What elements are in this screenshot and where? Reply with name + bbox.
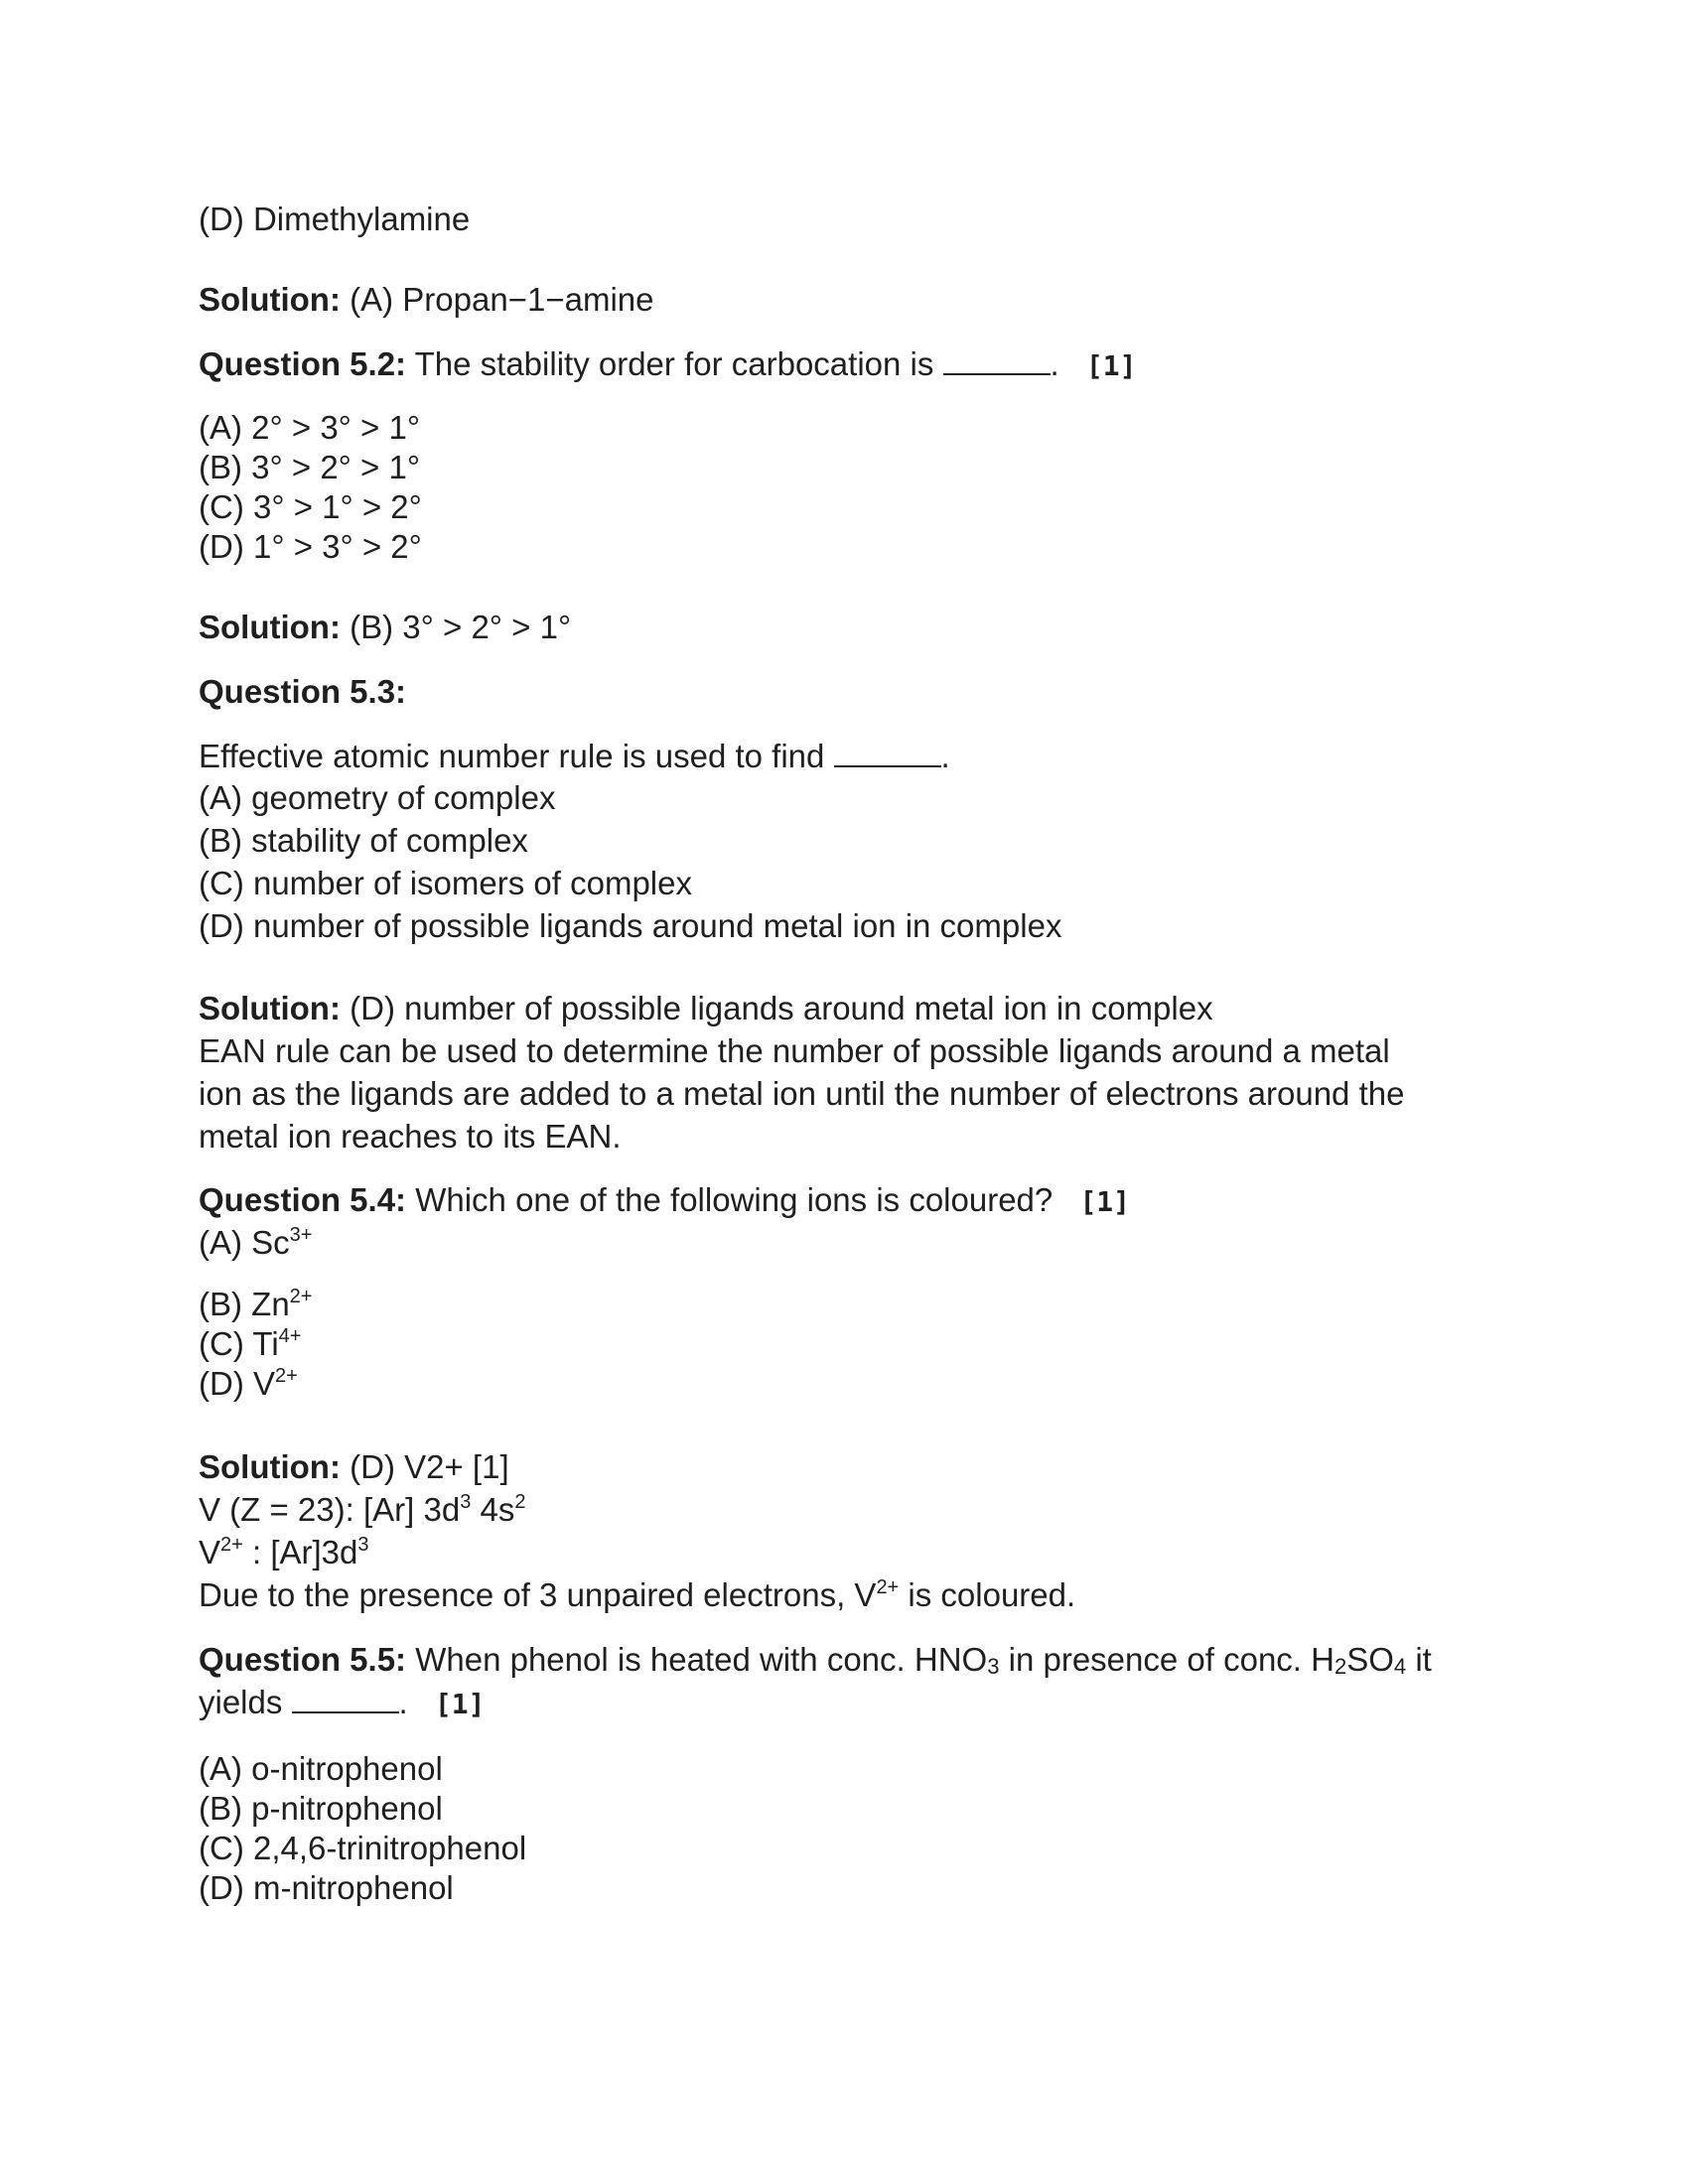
question-label: Question 5.2: [199,345,407,382]
question-text: yields [199,1684,283,1720]
config-line-2 [199,1531,1489,1573]
solution-label: Solution: [199,609,341,645]
solution-text: (D) V2+ [1] [350,1448,509,1485]
config-text: Due to the presence of 3 unpaired electrons, V [199,1576,877,1613]
period: . [940,738,950,774]
answer-blank [943,343,1051,375]
options-5-3 [199,776,1489,947]
question-label: Question 5.5: [199,1641,407,1678]
marks-badge: [1] [1085,349,1137,382]
options-5-5 [199,1749,1489,1908]
solution-label: Solution: [199,1448,341,1485]
solution-text: (A) Propan−1−amine [350,281,654,318]
option-b [199,1285,1489,1324]
question-text: SO [1346,1641,1394,1678]
config-text: V [199,1534,221,1570]
options-5-2 [199,408,1489,567]
subscript: 4 [1393,1654,1407,1679]
question-5-3-stem [199,736,1489,776]
subscript: 2 [1334,1654,1347,1679]
config-line-1 [199,1488,1489,1531]
option-a [199,1222,1489,1263]
question-5-4 [199,1179,1489,1222]
config-text: 4s [471,1491,515,1528]
option-a: (A) o-nitrophenol [199,1750,443,1787]
option-text: (B) Zn [199,1286,290,1322]
marks-badge: [1] [434,1688,486,1720]
config-line-3 [199,1573,1489,1616]
option-d: (D) m-nitrophenol [199,1869,454,1906]
document-page [199,199,1489,1908]
question-text: When phenol is heated with conc. HNO [415,1641,988,1678]
solution-text: (B) 3° > 2° > 1° [350,609,572,645]
period: . [1050,345,1059,382]
option-d-dimethylamine: (D) Dimethylamine [199,201,471,237]
charge: 3+ [289,1224,313,1246]
option-text: (A) Sc [199,1224,290,1261]
superscript: 2+ [876,1576,900,1598]
superscript: 3 [460,1491,472,1513]
option-a: (A) 2° > 3° > 1° [199,409,421,446]
question-text: Effective atomic number rule is used to find [199,738,825,774]
option-c: (C) number of isomers of complex [199,865,692,901]
option-b: (B) 3° > 2° > 1° [199,449,421,485]
option-b: (B) stability of complex [199,822,528,859]
solution-5-4 [199,1445,1489,1488]
option-a: (A) geometry of complex [199,779,556,816]
answer-blank [834,736,941,767]
question-label: Question 5.4: [199,1181,407,1218]
superscript: 2+ [220,1534,243,1556]
marks-badge: [1] [1079,1185,1131,1218]
option-d: (D) 1° > 3° > 2° [199,528,422,565]
subscript: 3 [987,1654,1000,1679]
option-d: (D) number of possible ligands around metal ion in complex [199,907,1062,944]
question-5-2 [199,343,1489,386]
solution-text: (D) number of possible ligands around metal ion in complex [350,990,1213,1026]
question-text: Which one of the following ions is coloured? [415,1181,1054,1218]
solution-5-2 [199,607,1489,647]
option-text: (C) Ti [199,1325,279,1362]
solution-5-1 [199,279,1489,320]
explanation-line-2: ion as the ligands are added to a metal ion until the number of electrons around the [199,1075,1405,1112]
config-text: is coloured. [899,1576,1076,1613]
superscript: 2 [514,1491,526,1513]
solution-label: Solution: [199,281,341,318]
option-b: (B) p-nitrophenol [199,1790,443,1827]
explanation-line-1: EAN rule can be used to determine the number of possible ligands around a metal [199,1032,1390,1069]
option-d [199,1364,1489,1404]
solution-5-3 [199,987,1489,1029]
question-text: The stability order for carbocation is [414,345,934,382]
option-c: (C) 3° > 1° > 2° [199,488,422,525]
question-text: it [1406,1641,1432,1678]
option-c: (C) 2,4,6-trinitrophenol [199,1830,527,1866]
options-5-4 [199,1285,1489,1404]
answer-blank [292,1682,399,1713]
option-text: (D) V [199,1365,275,1402]
config-text: V (Z = 23): [Ar] 3d [199,1491,461,1528]
config-text: : [Ar]3d [242,1534,358,1570]
period: . [398,1684,408,1720]
question-5-5 [199,1638,1489,1681]
option-c [199,1324,1489,1364]
solution-label: Solution: [199,990,341,1026]
explanation-line-3: metal ion reaches to its EAN. [199,1118,622,1155]
charge: 4+ [278,1325,302,1347]
charge: 2+ [289,1286,313,1307]
charge: 2+ [275,1365,298,1387]
superscript: 3 [357,1534,369,1556]
question-text: in presence of conc. H [999,1641,1335,1678]
question-5-3-label: Question 5.3: [199,673,407,710]
question-5-5-line-2 [199,1681,1489,1725]
